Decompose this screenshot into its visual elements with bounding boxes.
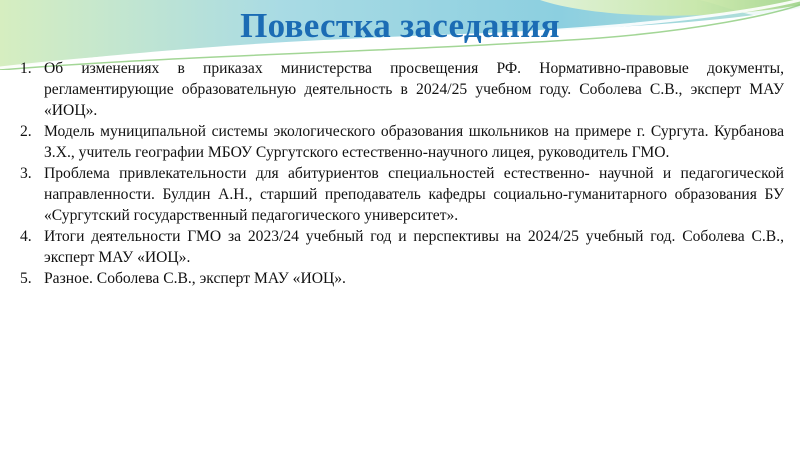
- item-number: 5.: [20, 270, 32, 287]
- agenda-list: [0, 58, 784, 289]
- item-number: 2.: [20, 123, 32, 140]
- agenda-item: [0, 58, 784, 121]
- agenda-item: [0, 226, 784, 268]
- item-text: Итоги деятельности ГМО за 2023/24 учебный год и перспективы на 2024/25 учебный год. Соболева С.В., эксперт МАУ «ИОЦ».: [44, 228, 784, 266]
- item-number: 4.: [20, 228, 32, 245]
- item-text: Об изменениях в приказах министерства просвещения РФ. Нормативно-правовые документы, регламентирующие образовательную деятельность в 2024/25 учебном году. Соболева С.В., эксперт МАУ «ИОЦ».: [44, 60, 784, 119]
- item-number: 3.: [20, 165, 32, 182]
- item-text: Модель муниципальной системы экологического образования школьников на примере г. Сургута. Курбанова З.Х., учитель географии МБОУ Сургутского естественно-научного лицея, руководитель ГМО.: [44, 123, 784, 161]
- item-number: 1.: [20, 60, 32, 77]
- agenda-item: [0, 121, 784, 163]
- agenda-item: [0, 268, 784, 289]
- item-text: Проблема привлекательности для абитуриентов специальностей естественно- научной и педагогической направленности. Булдин А.Н., старший преподаватель кафедры социально-гуманитарного образования БУ «Сургутский государственный педагогического университет».: [44, 165, 784, 224]
- agenda-item: [0, 163, 784, 226]
- slide-title: Повестка заседания: [240, 6, 560, 45]
- item-text: Разное. Соболева С.В., эксперт МАУ «ИОЦ».: [44, 270, 346, 287]
